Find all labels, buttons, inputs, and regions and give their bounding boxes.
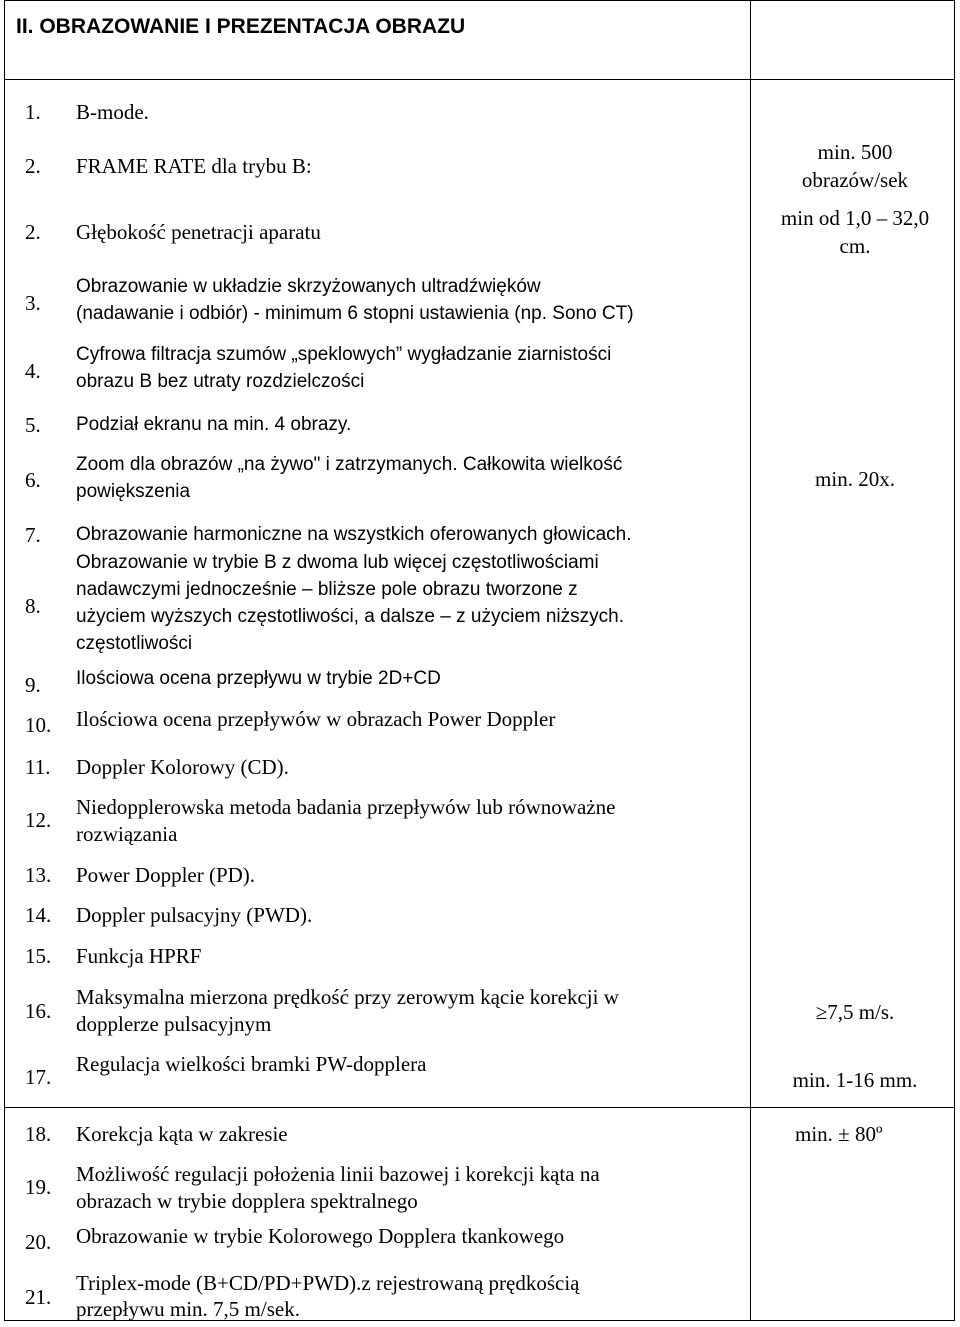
row-text: B-mode. <box>76 100 149 124</box>
row-text: obrazach w trybie dopplera spektralnego <box>76 1189 418 1213</box>
row-text: powiększenia <box>76 481 191 502</box>
row-number: 9. <box>25 673 41 697</box>
row-number: 15. <box>25 944 52 968</box>
spec-table <box>4 0 955 1321</box>
row-text: Obrazowanie w trybie B z dwoma lub więcej częstotliwościami <box>76 552 599 573</box>
row-value: cm. <box>839 234 871 258</box>
row-text: FRAME RATE dla trybu B: <box>76 154 312 178</box>
row-number: 12. <box>25 808 52 832</box>
row-text: użyciem wyższych częstotliwości, a dalsze – z użyciem niższych. <box>76 606 624 627</box>
row-number: 6. <box>25 468 41 492</box>
row-text: Obrazowanie harmoniczne na wszystkich oferowanych głowicach. <box>76 524 632 545</box>
row-value: min. 1-16 mm. <box>792 1068 918 1092</box>
row-text: Obrazowanie w trybie Kolorowego Dopplera tkankowego <box>76 1224 565 1248</box>
row-number: 8. <box>25 594 41 618</box>
row-text: Korekcja kąta w zakresie <box>76 1122 288 1146</box>
row-number: 21. <box>25 1285 52 1309</box>
row-text: Funkcja HPRF <box>76 944 202 968</box>
row-number: 2. <box>25 154 41 178</box>
row-text: rozwiązania <box>76 822 178 846</box>
row-text: Cyfrowa filtracja szumów „speklowych” wygładzanie ziarnistości <box>76 344 612 365</box>
row-text: Ilościowa ocena przepływów w obrazach Power Doppler <box>76 707 556 731</box>
row-text: Doppler Kolorowy (CD). <box>76 755 289 779</box>
row-text: Zoom dla obrazów „na żywo" i zatrzymanych. Całkowita wielkość <box>76 454 623 475</box>
row-text: Power Doppler (PD). <box>76 863 256 887</box>
row-number: 17. <box>25 1065 52 1089</box>
row-text: obrazu B bez utraty rozdzielczości <box>76 371 365 392</box>
row-divider <box>5 1107 954 1108</box>
row-text: Ilościowa ocena przepływu w trybie 2D+CD <box>76 668 441 689</box>
row-text: Głębokość penetracji aparatu <box>76 220 321 244</box>
row-text: Obrazowanie w układzie skrzyżowanych ultradźwięków <box>76 276 541 297</box>
row-value: min. ± 80º <box>795 1122 883 1146</box>
row-text: częstotliwości <box>76 633 193 654</box>
row-text: Podział ekranu na min. 4 obrazy. <box>76 414 352 435</box>
row-text: dopplerze pulsacyjnym <box>76 1012 272 1036</box>
row-number: 18. <box>25 1122 52 1146</box>
row-text: nadawczymi jednocześnie – bliższe pole obrazu tworzone z <box>76 579 578 600</box>
row-number: 14. <box>25 903 52 927</box>
row-number: 3. <box>25 291 41 315</box>
row-number: 2. <box>25 220 41 244</box>
header-divider <box>5 79 954 80</box>
row-number: 19. <box>25 1175 52 1199</box>
row-value: obrazów/sek <box>801 168 909 192</box>
row-value: min od 1,0 – 32,0 <box>780 206 930 230</box>
row-number: 1. <box>25 100 41 124</box>
row-number: 10. <box>25 713 52 737</box>
row-number: 7. <box>25 523 41 547</box>
row-text: Możliwość regulacji położenia linii bazowej i korekcji kąta na <box>76 1162 600 1186</box>
row-text: Maksymalna mierzona prędkość przy zerowym kącie korekcji w <box>76 985 619 1009</box>
row-text: Triplex-mode (B+CD/PD+PWD).z rejestrowaną prędkością <box>76 1271 580 1295</box>
row-number: 4. <box>25 359 41 383</box>
row-text: (nadawanie i odbiór) - minimum 6 stopni ustawienia (np. Sono CT) <box>76 303 634 324</box>
row-text: Niedopplerowska metoda badania przepływów lub równoważne <box>76 795 616 819</box>
row-value: min. 500 <box>817 140 893 164</box>
value-column-divider <box>750 1 751 1320</box>
row-number: 13. <box>25 863 52 887</box>
row-text: Regulacja wielkości bramki PW-dopplera <box>76 1052 427 1076</box>
row-number: 16. <box>25 999 52 1023</box>
section-title: II. OBRAZOWANIE I PREZENTACJA OBRAZU <box>16 15 466 38</box>
row-text: Doppler pulsacyjny (PWD). <box>76 903 313 927</box>
row-text: przepływu min. 7,5 m/sek. <box>76 1297 300 1321</box>
row-value: min. 20x. <box>815 467 895 491</box>
row-number: 5. <box>25 413 41 437</box>
row-number: 11. <box>25 755 51 779</box>
row-number: 20. <box>25 1230 52 1254</box>
row-value: ≥7,5 m/s. <box>815 1000 895 1024</box>
